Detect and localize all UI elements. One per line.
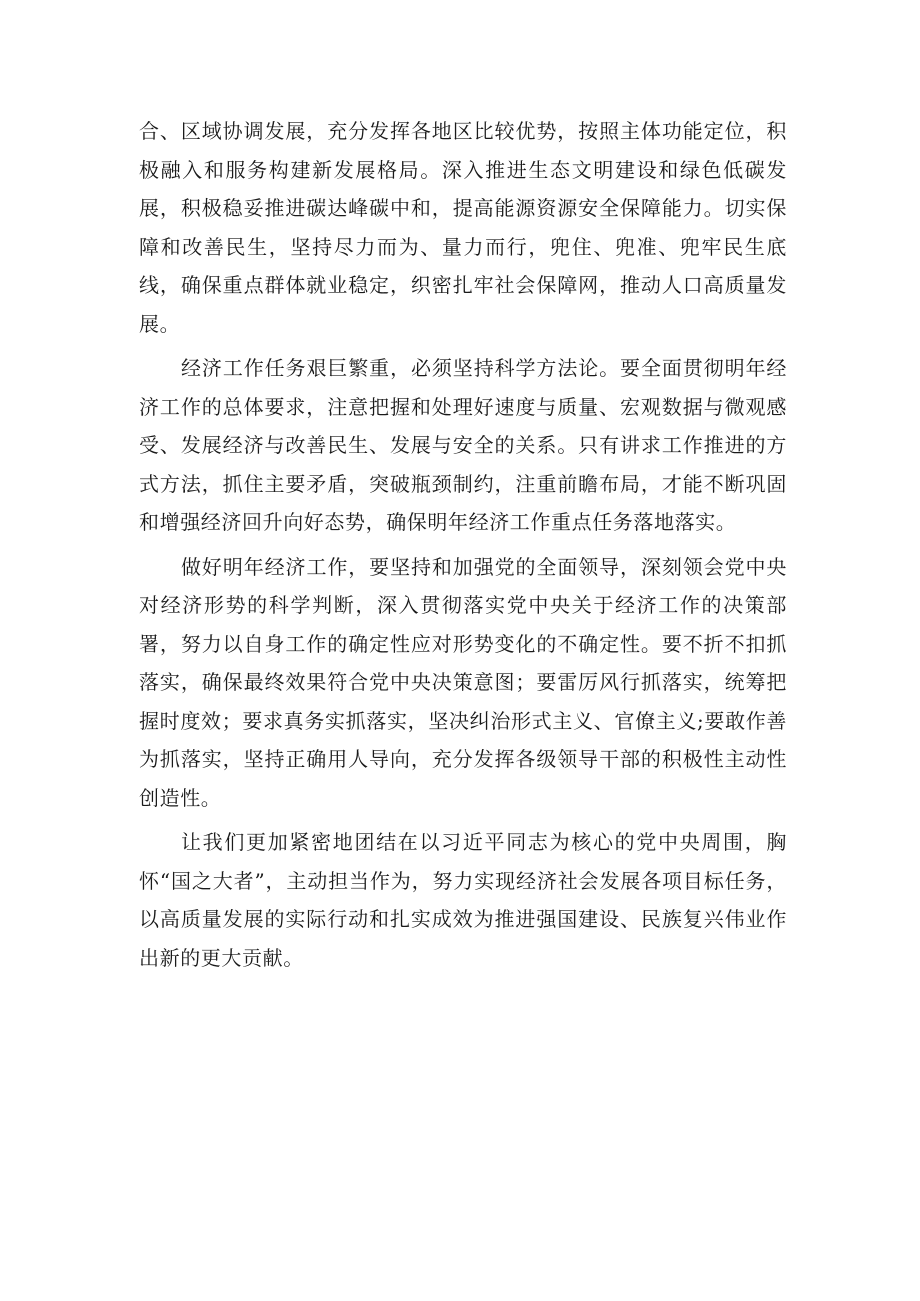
paragraph-1: 合、区域协调发展，充分发挥各地区比较优势，按照主体功能定位，积极融入和服务构建新发展格局。深入推进生态文明建设和绿色低碳发展，积极稳妥推进碳达峰碳中和，提高能源资源安全保障能力。切实保障和改善民生，坚持尽力而为、量力而行，兜住、兜准、兜牢民生底线，确保重点群体就业稳定，织密扎牢社会保障网，推动人口高质量发展。 [139,119,787,336]
document-body [139,112,787,977]
paragraph-4: 让我们更加紧密地团结在以习近平同志为核心的党中央周围，胸怀“国之大者”，主动担当作为，努力实现经济社会发展各项目标任务，以高质量发展的实际行动和扎实成效为推进强国建设、民族复兴伟业作出新的更大贡献。 [139,830,787,970]
paragraph-3: 做好明年经济工作，要坚持和加强党的全面领导，深刻领会党中央对经济形势的科学判断，深入贯彻落实党中央关于经济工作的决策部署，努力以自身工作的确定性应对形势变化的不确定性。要不折不扣抓落实，确保最终效果符合党中央决策意图；要雷厉风行抓落实，统筹把握时度效；要求真务实抓落实，坚决纠治形式主义、官僚主义;要敢作善为抓落实，坚持正确用人导向，充分发挥各级领导干部的积极性主动性创造性。 [139,554,787,810]
paragraph-2: 经济工作任务艰巨繁重，必须坚持科学方法论。要全面贯彻明年经济工作的总体要求，注意把握和处理好速度与质量、宏观数据与微观感受、发展经济与改善民生、发展与安全的关系。只有讲求工作推进的方式方法，抓住主要矛盾，突破瓶颈制约，注重前瞻布局，才能不断巩固和增强经济回升向好态势，确保明年经济工作重点任务落地落实。 [139,356,787,534]
